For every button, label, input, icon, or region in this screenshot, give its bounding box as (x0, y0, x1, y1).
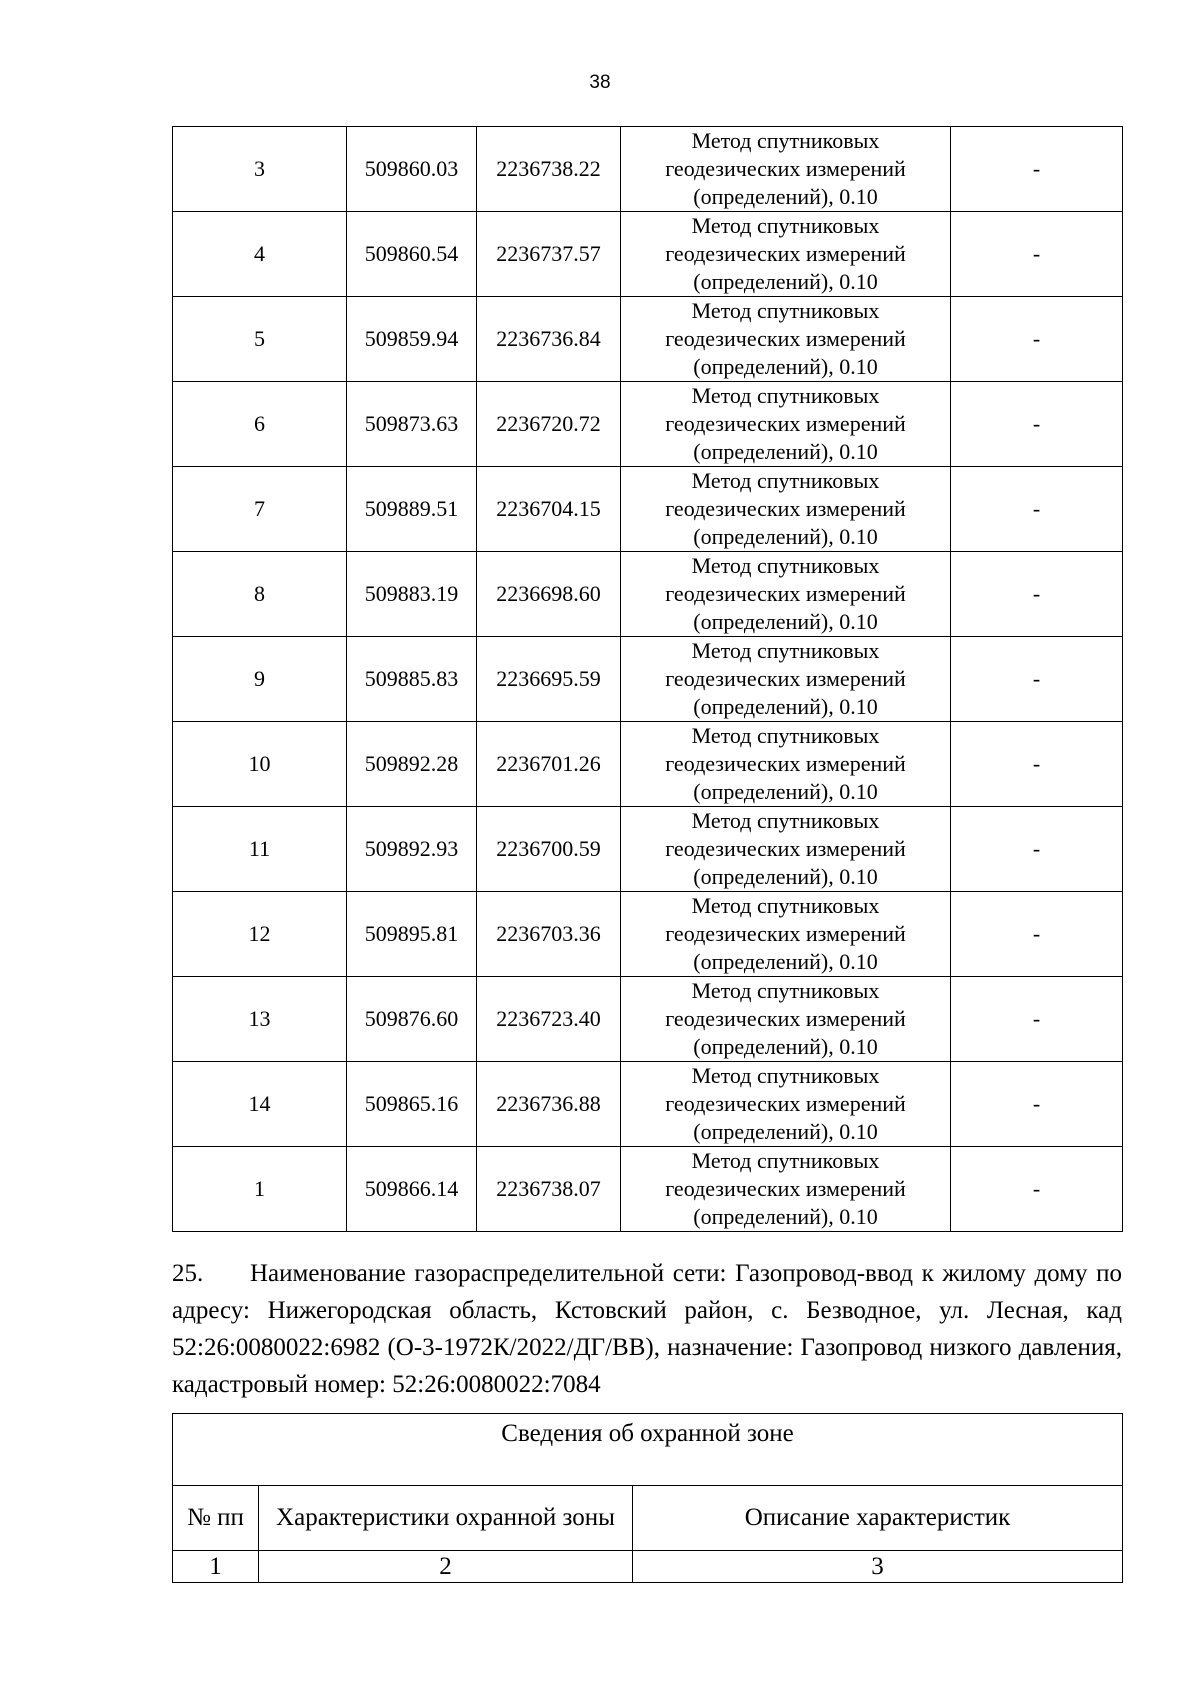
x-coordinate-cell: 509895.81 (347, 892, 477, 977)
x-coordinate-cell: 509865.16 (347, 1062, 477, 1147)
table-row (173, 127, 1123, 212)
table-row (173, 212, 1123, 297)
point-number-cell: 5 (173, 297, 347, 382)
method-line: Метод спутниковых (691, 978, 880, 1003)
method-line: (определений), 0.10 (693, 524, 878, 549)
method-line: Метод спутниковых (691, 468, 880, 493)
note-cell: - (951, 297, 1123, 382)
table-row (173, 892, 1123, 977)
x-coordinate-cell: 509866.14 (347, 1147, 477, 1232)
zone-index-row (173, 1551, 1123, 1583)
method-line: (определений), 0.10 (693, 354, 878, 379)
note-cell: - (951, 722, 1123, 807)
table-row (173, 552, 1123, 637)
note-cell: - (951, 1062, 1123, 1147)
x-coordinate-cell: 509876.60 (347, 977, 477, 1062)
x-coordinate-cell: 509859.94 (347, 297, 477, 382)
y-coordinate-cell: 2236738.22 (477, 127, 621, 212)
note-cell: - (951, 552, 1123, 637)
y-coordinate-cell: 2236723.40 (477, 977, 621, 1062)
index-cell: 3 (633, 1551, 1123, 1583)
method-line: (определений), 0.10 (693, 1034, 878, 1059)
x-coordinate-cell: 509889.51 (347, 467, 477, 552)
x-coordinate-cell: 509860.03 (347, 127, 477, 212)
note-cell: - (951, 807, 1123, 892)
section-paragraph (172, 1255, 1122, 1403)
page-number: 38 (589, 72, 611, 93)
point-number-cell: 6 (173, 382, 347, 467)
method-line: геодезических измерений (665, 326, 906, 351)
y-coordinate-cell: 2236738.07 (477, 1147, 621, 1232)
method-cell (621, 722, 951, 807)
y-coordinate-cell: 2236695.59 (477, 637, 621, 722)
zone-header-row (173, 1486, 1123, 1551)
x-coordinate-cell: 509892.28 (347, 722, 477, 807)
method-line: (определений), 0.10 (693, 1119, 878, 1144)
point-number-cell: 13 (173, 977, 347, 1062)
y-coordinate-cell: 2236736.84 (477, 297, 621, 382)
note-cell: - (951, 977, 1123, 1062)
method-line: Метод спутниковых (691, 298, 880, 323)
y-coordinate-cell: 2236736.88 (477, 1062, 621, 1147)
table-row (173, 977, 1123, 1062)
protection-zone-table (172, 1413, 1123, 1583)
y-coordinate-cell: 2236704.15 (477, 467, 621, 552)
y-coordinate-cell: 2236703.36 (477, 892, 621, 977)
point-number-cell: 9 (173, 637, 347, 722)
method-line: Метод спутниковых (691, 213, 880, 238)
note-cell: - (951, 1147, 1123, 1232)
x-coordinate-cell: 509885.83 (347, 637, 477, 722)
index-cell: 1 (173, 1551, 259, 1583)
table-row (173, 637, 1123, 722)
method-line: (определений), 0.10 (693, 269, 878, 294)
note-cell: - (951, 382, 1123, 467)
y-coordinate-cell: 2236701.26 (477, 722, 621, 807)
method-line: (определений), 0.10 (693, 1204, 878, 1229)
method-line: геодезических измерений (665, 156, 906, 181)
method-cell (621, 382, 951, 467)
point-number-cell: 8 (173, 552, 347, 637)
x-coordinate-cell: 509860.54 (347, 212, 477, 297)
point-number-cell: 3 (173, 127, 347, 212)
method-line: Метод спутниковых (691, 638, 880, 663)
header-characteristics: Характеристики охранной зоны (259, 1486, 633, 1551)
point-number-cell: 10 (173, 722, 347, 807)
x-coordinate-cell: 509883.19 (347, 552, 477, 637)
method-line: геодезических измерений (665, 496, 906, 521)
method-cell (621, 807, 951, 892)
section-text: Наименование газораспределительной сети: Газопровод-ввод к жилому дому по адресу: Нижегородская область, Кстовский район, с. Безводное, ул. Лесная, кад 52:26:0080022:6982 (О-3-1972К/2022/ДГ/ВВ), назначение: Газопровод низкого давления, кадастровый номер: 52:26:0080022:7084 (172, 1260, 1122, 1398)
point-number-cell: 14 (173, 1062, 347, 1147)
method-line: геодезических измерений (665, 1176, 906, 1201)
y-coordinate-cell: 2236737.57 (477, 212, 621, 297)
point-number-cell: 11 (173, 807, 347, 892)
table-row (173, 722, 1123, 807)
method-cell (621, 297, 951, 382)
method-line: (определений), 0.10 (693, 949, 878, 974)
method-line: геодезических измерений (665, 1006, 906, 1031)
method-line: Метод спутниковых (691, 1148, 880, 1173)
method-line: (определений), 0.10 (693, 439, 878, 464)
method-line: (определений), 0.10 (693, 694, 878, 719)
table-row (173, 1062, 1123, 1147)
note-cell: - (951, 127, 1123, 212)
note-cell: - (951, 212, 1123, 297)
y-coordinate-cell: 2236698.60 (477, 552, 621, 637)
method-line: (определений), 0.10 (693, 184, 878, 209)
method-line: геодезических измерений (665, 1091, 906, 1116)
method-line: геодезических измерений (665, 581, 906, 606)
note-cell: - (951, 892, 1123, 977)
point-number-cell: 7 (173, 467, 347, 552)
table-row (173, 1147, 1123, 1232)
method-line: геодезических измерений (665, 411, 906, 436)
zone-title-row (173, 1414, 1123, 1486)
point-number-cell: 1 (173, 1147, 347, 1232)
x-coordinate-cell: 509873.63 (347, 382, 477, 467)
method-cell (621, 552, 951, 637)
method-line: (определений), 0.10 (693, 864, 878, 889)
method-line: Метод спутниковых (691, 893, 880, 918)
method-line: Метод спутниковых (691, 1063, 880, 1088)
method-cell (621, 467, 951, 552)
method-line: Метод спутниковых (691, 808, 880, 833)
method-line: геодезических измерений (665, 241, 906, 266)
y-coordinate-cell: 2236700.59 (477, 807, 621, 892)
method-cell (621, 977, 951, 1062)
method-line: геодезических измерений (665, 666, 906, 691)
coordinates-table (172, 126, 1123, 1232)
table-row (173, 297, 1123, 382)
table-row (173, 807, 1123, 892)
method-cell (621, 127, 951, 212)
section-number: 25. (172, 1260, 204, 1287)
method-cell (621, 1147, 951, 1232)
zone-table-title: Сведения об охранной зоне (173, 1414, 1123, 1486)
table-row (173, 467, 1123, 552)
point-number-cell: 4 (173, 212, 347, 297)
point-number-cell: 12 (173, 892, 347, 977)
method-line: Метод спутниковых (691, 723, 880, 748)
header-description: Описание характеристик (633, 1486, 1123, 1551)
method-line: Метод спутниковых (691, 553, 880, 578)
method-line: Метод спутниковых (691, 128, 880, 153)
method-line: геодезических измерений (665, 751, 906, 776)
x-coordinate-cell: 509892.93 (347, 807, 477, 892)
method-cell (621, 892, 951, 977)
header-number: № пп (173, 1486, 259, 1551)
method-cell (621, 212, 951, 297)
index-cell: 2 (259, 1551, 633, 1583)
table-row (173, 382, 1123, 467)
method-line: (определений), 0.10 (693, 779, 878, 804)
method-line: геодезических измерений (665, 836, 906, 861)
y-coordinate-cell: 2236720.72 (477, 382, 621, 467)
method-line: геодезических измерений (665, 921, 906, 946)
method-line: (определений), 0.10 (693, 609, 878, 634)
note-cell: - (951, 637, 1123, 722)
method-line: Метод спутниковых (691, 383, 880, 408)
method-cell (621, 637, 951, 722)
note-cell: - (951, 467, 1123, 552)
method-cell (621, 1062, 951, 1147)
